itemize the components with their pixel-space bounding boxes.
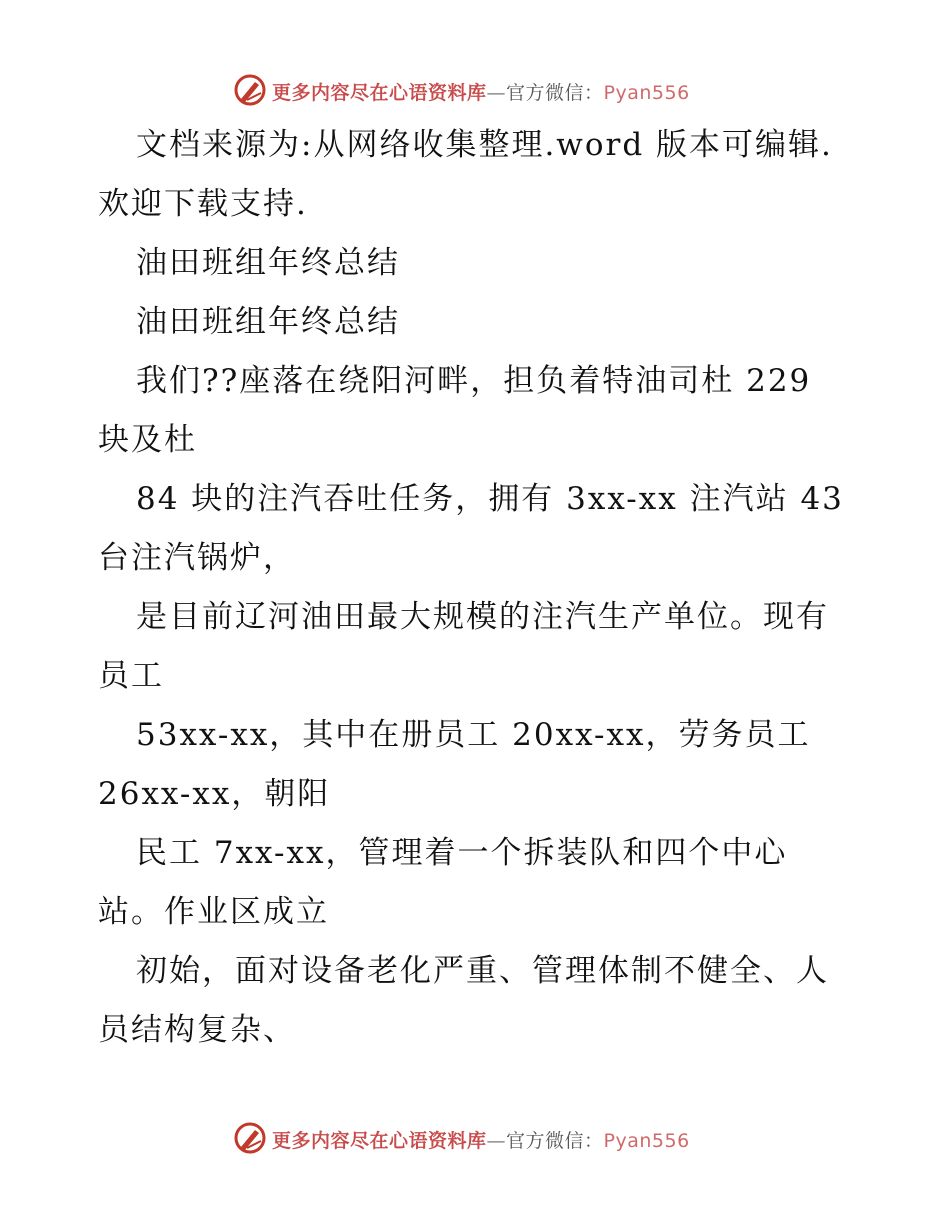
- text-line: 是目前辽河油田最大规模的注汽生产单位。现有: [136, 599, 829, 635]
- banner-wechat-id: Pyan556: [603, 82, 690, 104]
- text-line: 初始，面对设备老化严重、管理体制不健全、人: [136, 953, 829, 989]
- header-banner: [0, 70, 950, 114]
- text-line: 53xx-xx，其中在册员工 20xx-xx，劳务员工: [136, 717, 811, 753]
- banner-sub-text: 官方微信：: [506, 1130, 604, 1152]
- text-line: 26xx-xx，朝阳: [98, 776, 331, 812]
- banner-dash: —: [486, 1130, 507, 1152]
- banner-main-text: 更多内容尽在心语资料库: [272, 82, 487, 104]
- banner-text: [272, 78, 690, 105]
- footer-banner: [0, 1118, 950, 1162]
- text-line: 员结构复杂、: [98, 1012, 296, 1048]
- banner-sub-text: 官方微信：: [506, 82, 604, 104]
- banner-main-text: 更多内容尽在心语资料库: [272, 1130, 487, 1152]
- banner-text: [272, 1126, 690, 1153]
- doc-title: 油田班组年终总结: [136, 304, 400, 340]
- text-line: 民工 7xx-xx，管理着一个拆装队和四个中心: [136, 835, 788, 871]
- text-line: 站。作业区成立: [98, 894, 329, 930]
- text-line: 我们??座落在绕阳河畔，担负着特油司杜 229: [136, 363, 812, 399]
- text-line: 台注汽锅炉，: [98, 540, 296, 576]
- banner-wechat-id: Pyan556: [603, 1130, 690, 1152]
- text-line: 员工: [98, 658, 164, 694]
- text-line: 块及杜: [98, 422, 197, 458]
- doc-title: 油田班组年终总结: [136, 245, 400, 281]
- text-line: 文档来源为:从网络收集整理.word 版本可编辑.: [136, 127, 833, 163]
- pen-logo-icon: [233, 1121, 267, 1155]
- text-line: 欢迎下载支持.: [98, 186, 308, 222]
- text-line: 84 块的注汽吞吐任务，拥有 3xx-xx 注汽站 43: [136, 481, 844, 517]
- banner-dash: —: [486, 82, 507, 104]
- pen-logo-icon: [233, 73, 267, 107]
